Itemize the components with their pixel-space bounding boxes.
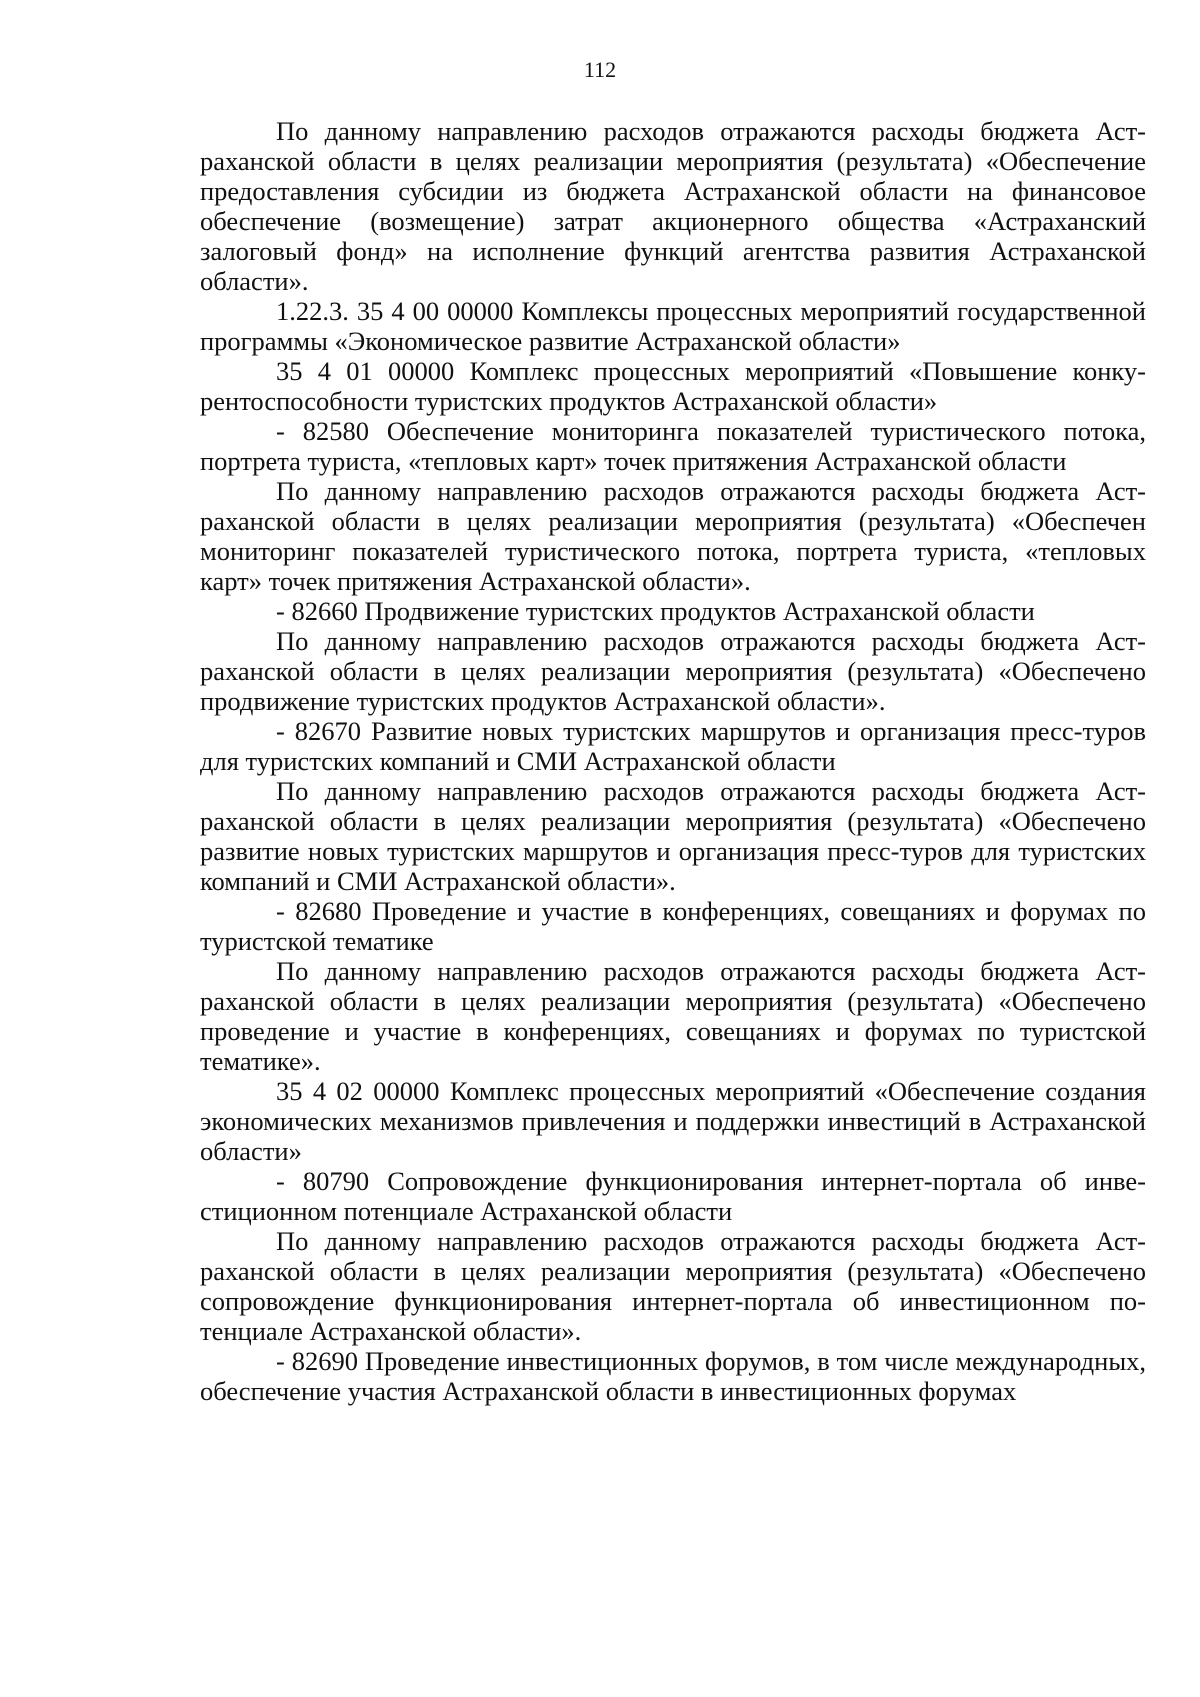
paragraph: - 82670 Развитие новых туристских маршрутов и организация пресс-туров для туристских компаний и СМИ Астраханской области [200, 716, 1146, 776]
paragraph: - 82580 Обеспечение мониторинга показателей туристического потока, портрета туриста, «тепловых карт» точек притяжения Астраханской области [200, 416, 1146, 476]
paragraph: - 82690 Проведение инвестиционных форумов, в том числе международных, обеспечение участия Астраханской области в инвестиционных форумах [200, 1346, 1146, 1406]
paragraph: 35 4 02 00000 Комплекс процессных мероприятий «Обеспечение создания экономических механизмов привлечения и поддержки инвестиций в Астраханской области» [200, 1076, 1146, 1166]
paragraph: 35 4 01 00000 Комплекс процессных мероприятий «Повышение конкурентоспособности туристских продуктов Астраханской области» [200, 356, 1146, 416]
page-number: 112 [583, 57, 617, 82]
paragraph: - 80790 Сопровождение функционирования интернет-портала об инвестиционном потенциале Астраханской области [200, 1166, 1146, 1226]
paragraph: По данному направлению расходов отражаются расходы бюджета Астраханской области в целях реализации мероприятия (результата) «Обеспечено сопровождение функционирования интернет-портала об инвестиционном потенциале Астраханской области». [200, 1226, 1146, 1346]
paragraph: По данному направлению расходов отражаются расходы бюджета Астраханской области в целях реализации мероприятия (результата) «Обеспечено развитие новых туристских маршрутов и организация пресс-туров для туристских компаний и СМИ Астраханской области». [200, 776, 1146, 896]
paragraph: По данному направлению расходов отражаются расходы бюджета Астраханской области в целях реализации мероприятия (результата) «Обеспечение предоставления субсидии из бюджета Астраханской области на финансовое обеспечение (возмещение) затрат акционерного общества «Астраханский залоговый фонд» на исполнение функций агентства развития Астраханской области». [200, 116, 1146, 296]
paragraph: По данному направлению расходов отражаются расходы бюджета Астраханской области в целях реализации мероприятия (результата) «Обеспечено продвижение туристских продуктов Астраханской области». [200, 626, 1146, 716]
document-body [200, 116, 1146, 1406]
paragraph: По данному направлению расходов отражаются расходы бюджета Астраханской области в целях реализации мероприятия (результата) «Обеспечен мониторинг показателей туристического потока, портрета туриста, «тепловых карт» точек притяжения Астраханской области». [200, 476, 1146, 596]
paragraph: - 82660 Продвижение туристских продуктов Астраханской области [276, 596, 1035, 626]
paragraph: 1.22.3. 35 4 00 00000 Комплексы процессных мероприятий государственной программы «Экономическое развитие Астраханской области» [200, 296, 1146, 356]
paragraph: По данному направлению расходов отражаются расходы бюджета Астраханской области в целях реализации мероприятия (результата) «Обеспечено проведение и участие в конференциях, совещаниях и форумах по туристской тематике». [200, 956, 1146, 1076]
paragraph: - 82680 Проведение и участие в конференциях, совещаниях и форумах по туристской тематике [200, 896, 1146, 956]
